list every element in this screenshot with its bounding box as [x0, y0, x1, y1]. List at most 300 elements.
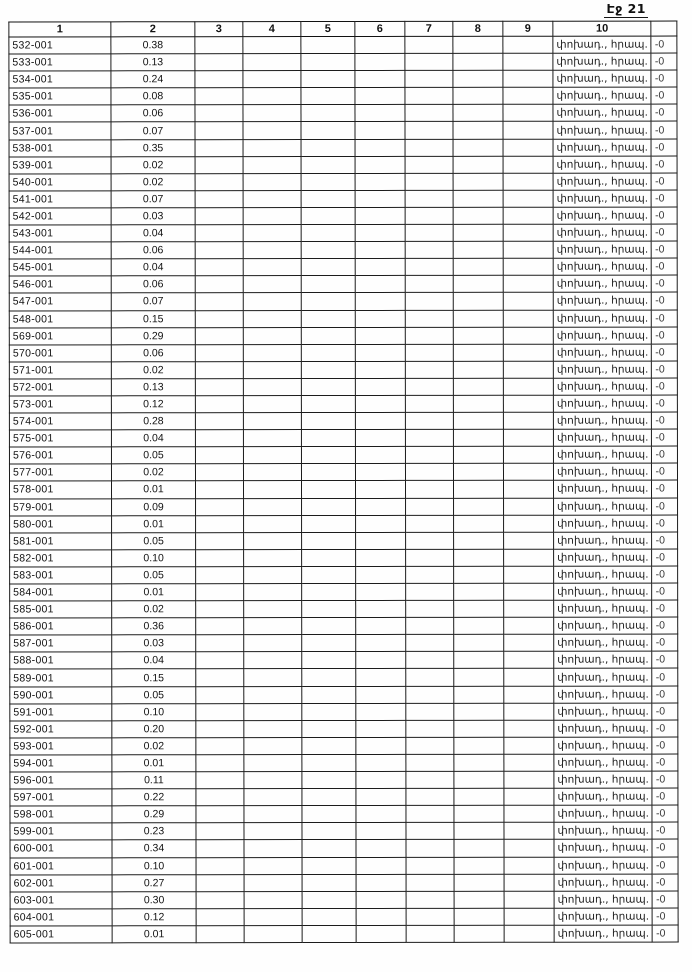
- cell-empty: [405, 105, 453, 122]
- cell-empty: [453, 105, 503, 122]
- cell-empty: [406, 891, 454, 908]
- cell-value: 0.35: [111, 139, 195, 156]
- cell-empty: [243, 447, 301, 464]
- cell-empty: [504, 703, 554, 720]
- cell-empty: [244, 686, 302, 703]
- cell-note: փոխադ., հրապ.: [554, 703, 653, 720]
- cell-value: 0.06: [111, 105, 195, 122]
- cell-empty: [405, 71, 453, 88]
- cell-empty: [406, 498, 454, 515]
- cell-id: 590-001: [10, 686, 112, 703]
- cell-empty: [356, 857, 406, 874]
- cell-empty: [301, 327, 355, 344]
- cell-value: 0.07: [111, 293, 195, 310]
- cell-empty: [503, 276, 553, 293]
- cell-empty: [302, 515, 356, 532]
- cell-empty: [244, 498, 302, 515]
- cell-id: 539-001: [9, 156, 111, 173]
- cell-empty: [243, 207, 301, 224]
- cell-empty: [244, 549, 302, 566]
- cell-empty: [504, 669, 554, 686]
- cell-empty: [405, 36, 453, 53]
- cell-value: 0.02: [111, 173, 195, 190]
- cell-empty: [356, 891, 406, 908]
- cell-empty: [243, 396, 301, 413]
- table-row: [10, 737, 679, 755]
- edge-mark: -0: [651, 87, 677, 104]
- cell-empty: [504, 515, 554, 532]
- cell-value: 0.13: [111, 54, 195, 71]
- cell-empty: [196, 908, 244, 925]
- cell-empty: [356, 806, 406, 823]
- cell-empty: [244, 652, 302, 669]
- cell-empty: [196, 515, 244, 532]
- table-row: [10, 754, 679, 772]
- cell-empty: [454, 686, 504, 703]
- table-row: [10, 908, 679, 926]
- cell-empty: [244, 754, 302, 771]
- cell-empty: [243, 156, 301, 173]
- cell-empty: [504, 908, 554, 925]
- table-row: [9, 87, 678, 105]
- cell-empty: [356, 771, 406, 788]
- cell-empty: [453, 395, 503, 412]
- cell-empty: [244, 840, 302, 857]
- cell-value: 0.15: [111, 310, 195, 327]
- cell-empty: [244, 908, 302, 925]
- cell-empty: [355, 430, 405, 447]
- cell-note: փոխադ., հրապ.: [554, 532, 653, 549]
- edge-mark: -0: [652, 139, 678, 156]
- cell-empty: [453, 173, 503, 190]
- cell-empty: [196, 532, 244, 549]
- cell-empty: [301, 173, 355, 190]
- table-row: [9, 70, 678, 88]
- cell-empty: [302, 549, 356, 566]
- cell-empty: [355, 481, 405, 498]
- cell-empty: [302, 908, 356, 925]
- table-row: [9, 275, 678, 293]
- cell-id: 577-001: [9, 464, 111, 481]
- table-row: [9, 327, 678, 345]
- cell-empty: [356, 925, 406, 942]
- cell-empty: [302, 857, 356, 874]
- cell-empty: [244, 891, 302, 908]
- table-row: [10, 669, 679, 687]
- cell-empty: [302, 806, 356, 823]
- edge-mark: -0: [652, 207, 678, 224]
- cell-empty: [244, 618, 302, 635]
- cell-empty: [243, 327, 301, 344]
- table-row: [9, 139, 678, 157]
- cell-empty: [405, 412, 453, 429]
- cell-note: փոխադ., հրապ.: [554, 908, 653, 925]
- column-header-10: 10: [553, 21, 652, 36]
- table-row: [9, 378, 678, 396]
- cell-empty: [406, 600, 454, 617]
- cell-empty: [355, 395, 405, 412]
- cell-empty: [453, 156, 503, 173]
- cell-empty: [196, 874, 244, 891]
- cell-value: 0.08: [111, 88, 195, 105]
- table-row: [9, 361, 678, 379]
- cell-empty: [195, 242, 243, 259]
- cell-empty: [405, 276, 453, 293]
- cell-empty: [503, 122, 553, 139]
- column-header-7: 7: [405, 21, 453, 36]
- cell-empty: [454, 908, 504, 925]
- cell-empty: [355, 447, 405, 464]
- cell-empty: [244, 601, 302, 618]
- cell-empty: [406, 549, 454, 566]
- table-row: [9, 344, 678, 362]
- cell-note: փոխադ., հրապ.: [553, 190, 652, 207]
- cell-empty: [243, 139, 301, 156]
- cell-empty: [302, 532, 356, 549]
- cell-empty: [356, 874, 406, 891]
- cell-empty: [355, 190, 405, 207]
- edge-mark: -0: [652, 703, 678, 720]
- cell-id: 596-001: [10, 772, 112, 789]
- table-row: [10, 703, 679, 721]
- edge-mark: -0: [652, 839, 678, 856]
- cell-empty: [503, 429, 553, 446]
- cell-value: 0.12: [111, 396, 195, 413]
- cell-id: 533-001: [9, 54, 111, 71]
- cell-empty: [195, 481, 243, 498]
- cell-empty: [454, 515, 504, 532]
- cell-id: 602-001: [10, 874, 112, 891]
- cell-empty: [504, 754, 554, 771]
- cell-empty: [453, 70, 503, 87]
- table-row: [9, 241, 678, 259]
- cell-empty: [503, 105, 553, 122]
- cell-empty: [196, 584, 244, 601]
- cell-value: 0.05: [112, 686, 196, 703]
- cell-empty: [195, 259, 243, 276]
- cell-empty: [301, 242, 355, 259]
- cell-note: փոխադ., հրապ.: [554, 600, 653, 617]
- cell-empty: [504, 583, 554, 600]
- cell-empty: [195, 413, 243, 430]
- edge-mark: -0: [652, 429, 678, 446]
- cell-empty: [302, 720, 356, 737]
- cell-empty: [356, 908, 406, 925]
- cell-empty: [355, 361, 405, 378]
- cell-empty: [243, 71, 301, 88]
- cell-empty: [302, 772, 356, 789]
- cell-empty: [453, 258, 503, 275]
- cell-note: փոխադ., հրապ.: [553, 463, 652, 480]
- table-row: [9, 463, 678, 481]
- edge-mark: -0: [652, 651, 678, 668]
- cell-note: փոխադ., հրապ.: [553, 446, 652, 463]
- cell-value: 0.04: [112, 652, 196, 669]
- cell-note: փոխադ., հրապ.: [554, 583, 653, 600]
- table-row: [10, 805, 679, 823]
- cell-empty: [302, 618, 356, 635]
- cell-empty: [243, 413, 301, 430]
- cell-empty: [355, 88, 405, 105]
- cell-empty: [504, 498, 554, 515]
- cell-empty: [243, 105, 301, 122]
- cell-empty: [196, 686, 244, 703]
- cell-empty: [406, 583, 454, 600]
- cell-note: փոխադ., հրապ.: [554, 651, 653, 668]
- cell-id: 569-001: [9, 327, 111, 344]
- cell-note: փոխադ., հրապ.: [553, 310, 652, 327]
- cell-id: 542-001: [9, 208, 111, 225]
- cell-empty: [504, 600, 554, 617]
- cell-empty: [244, 515, 302, 532]
- cell-empty: [454, 788, 504, 805]
- cell-value: 0.03: [111, 208, 195, 225]
- cell-empty: [243, 225, 301, 242]
- table-row: [10, 583, 679, 601]
- cell-value: 0.03: [112, 635, 196, 652]
- cell-empty: [454, 549, 504, 566]
- cell-value: 0.30: [112, 891, 196, 908]
- cell-empty: [195, 430, 243, 447]
- cell-empty: [196, 823, 244, 840]
- table-row: [9, 480, 678, 498]
- cell-empty: [454, 583, 504, 600]
- cell-empty: [503, 139, 553, 156]
- cell-empty: [406, 788, 454, 805]
- cell-note: փոխադ., հրապ.: [554, 686, 653, 703]
- cell-empty: [196, 549, 244, 566]
- cell-empty: [504, 925, 554, 942]
- cell-empty: [453, 293, 503, 310]
- edge-mark: -0: [652, 395, 678, 412]
- cell-empty: [243, 190, 301, 207]
- cell-empty: [302, 789, 356, 806]
- cell-empty: [355, 293, 405, 310]
- cell-value: 0.01: [112, 515, 196, 532]
- cell-empty: [195, 327, 243, 344]
- cell-empty: [453, 310, 503, 327]
- cell-note: փոխադ., հրապ.: [554, 805, 653, 822]
- cell-empty: [406, 737, 454, 754]
- cell-empty: [503, 464, 553, 481]
- cell-empty: [406, 771, 454, 788]
- cell-empty: [196, 891, 244, 908]
- cell-empty: [301, 276, 355, 293]
- cell-empty: [195, 361, 243, 378]
- cell-empty: [503, 36, 553, 53]
- cell-empty: [302, 635, 356, 652]
- cell-note: փոխադ., հրապ.: [553, 139, 652, 156]
- cell-empty: [454, 737, 504, 754]
- cell-empty: [503, 241, 553, 258]
- cell-empty: [503, 207, 553, 224]
- cell-empty: [301, 71, 355, 88]
- table-row: [10, 634, 679, 652]
- cell-empty: [302, 583, 356, 600]
- table-row: [9, 190, 678, 208]
- cell-empty: [453, 361, 503, 378]
- cell-empty: [356, 703, 406, 720]
- cell-empty: [406, 566, 454, 583]
- cell-empty: [453, 327, 503, 344]
- cell-value: 0.20: [112, 720, 196, 737]
- cell-id: 547-001: [9, 293, 111, 310]
- cell-id: 579-001: [10, 498, 112, 515]
- cell-empty: [301, 54, 355, 71]
- cell-id: 584-001: [10, 584, 112, 601]
- cell-empty: [302, 652, 356, 669]
- cell-note: փոխադ., հրապ.: [554, 891, 653, 908]
- cell-empty: [196, 498, 244, 515]
- cell-empty: [405, 207, 453, 224]
- cell-note: փոխադ., հրապ.: [553, 275, 652, 292]
- cell-empty: [406, 635, 454, 652]
- edge-mark: -0: [652, 498, 678, 515]
- cell-empty: [454, 754, 504, 771]
- cell-id: 587-001: [10, 635, 112, 652]
- cell-value: 0.23: [112, 823, 196, 840]
- cell-empty: [405, 259, 453, 276]
- cell-empty: [356, 549, 406, 566]
- cell-empty: [243, 173, 301, 190]
- edge-mark: -0: [653, 874, 679, 891]
- table-row: [9, 429, 678, 447]
- cell-empty: [301, 259, 355, 276]
- page-number-label: Էջ 21: [606, 1, 646, 16]
- cell-value: 0.04: [111, 225, 195, 242]
- cell-empty: [196, 720, 244, 737]
- cell-empty: [244, 857, 302, 874]
- cell-empty: [405, 241, 453, 258]
- cell-empty: [503, 87, 553, 104]
- edge-mark: -0: [651, 122, 677, 139]
- table-row: [9, 310, 678, 328]
- table-row: [10, 720, 679, 738]
- cell-note: փոխադ., հրապ.: [554, 754, 653, 771]
- cell-id: 573-001: [9, 396, 111, 413]
- cell-empty: [196, 618, 244, 635]
- cell-empty: [504, 788, 554, 805]
- cell-id: 534-001: [9, 71, 111, 88]
- table-row: [10, 822, 679, 840]
- cell-value: 0.15: [112, 669, 196, 686]
- edge-mark: -0: [652, 617, 678, 634]
- cell-empty: [453, 241, 503, 258]
- cell-empty: [243, 122, 301, 139]
- cell-value: 0.01: [112, 755, 196, 772]
- cell-value: 0.07: [111, 122, 195, 139]
- cell-empty: [405, 88, 453, 105]
- cell-id: 597-001: [10, 789, 112, 806]
- cell-empty: [243, 276, 301, 293]
- cell-note: փոխադ., հրապ.: [553, 429, 652, 446]
- cell-value: 0.01: [112, 926, 196, 943]
- table-row: [10, 566, 679, 584]
- cell-note: փոխադ., հրապ.: [553, 104, 652, 121]
- cell-note: փոխադ., հրապ.: [554, 498, 653, 515]
- cell-empty: [302, 891, 356, 908]
- table-row: [9, 104, 678, 122]
- cell-empty: [355, 71, 405, 88]
- cell-empty: [244, 823, 302, 840]
- cell-empty: [195, 379, 243, 396]
- cell-value: 0.01: [112, 584, 196, 601]
- cell-empty: [504, 686, 554, 703]
- cell-empty: [406, 908, 454, 925]
- cell-empty: [243, 378, 301, 395]
- cell-value: 0.10: [112, 703, 196, 720]
- cell-empty: [406, 532, 454, 549]
- column-header-2: 2: [111, 22, 195, 37]
- cell-empty: [453, 447, 503, 464]
- cell-empty: [356, 823, 406, 840]
- cell-empty: [301, 361, 355, 378]
- cell-empty: [454, 669, 504, 686]
- cell-id: 574-001: [9, 413, 111, 430]
- cell-empty: [406, 703, 454, 720]
- cell-empty: [454, 925, 504, 942]
- cell-empty: [504, 549, 554, 566]
- cell-empty: [453, 412, 503, 429]
- column-header-8: 8: [453, 21, 503, 36]
- cell-empty: [504, 805, 554, 822]
- cell-id: 532-001: [9, 37, 111, 54]
- edge-mark: -0: [652, 737, 678, 754]
- cell-empty: [244, 925, 302, 942]
- cell-note: փոխադ., հրապ.: [553, 224, 652, 241]
- edge-mark: -0: [651, 53, 677, 70]
- table-row: [10, 532, 679, 550]
- cell-empty: [302, 840, 356, 857]
- cell-id: 589-001: [10, 669, 112, 686]
- cell-empty: [503, 53, 553, 70]
- cell-empty: [405, 224, 453, 241]
- cell-id: 600-001: [10, 840, 112, 857]
- cell-empty: [356, 720, 406, 737]
- cell-note: փոխադ., հրապ.: [553, 344, 652, 361]
- cell-empty: [406, 720, 454, 737]
- cell-empty: [195, 276, 243, 293]
- table-row: [9, 36, 678, 54]
- cell-empty: [504, 566, 554, 583]
- edge-mark: -0: [652, 258, 678, 275]
- cell-empty: [301, 378, 355, 395]
- cell-empty: [503, 70, 553, 87]
- cell-empty: [453, 122, 503, 139]
- table-row: [10, 600, 679, 618]
- cell-empty: [453, 88, 503, 105]
- cell-empty: [503, 378, 553, 395]
- table-row: [10, 874, 679, 892]
- cell-empty: [356, 635, 406, 652]
- cell-empty: [196, 635, 244, 652]
- cell-empty: [503, 327, 553, 344]
- cell-empty: [195, 447, 243, 464]
- cell-empty: [195, 173, 243, 190]
- cell-empty: [356, 686, 406, 703]
- cell-value: 0.04: [111, 259, 195, 276]
- cell-empty: [453, 481, 503, 498]
- cell-empty: [195, 464, 243, 481]
- cell-note: փոխադ., հրապ.: [553, 378, 652, 395]
- cell-empty: [195, 396, 243, 413]
- cell-empty: [503, 173, 553, 190]
- cell-empty: [355, 412, 405, 429]
- cell-empty: [244, 532, 302, 549]
- cell-empty: [355, 344, 405, 361]
- cell-empty: [405, 173, 453, 190]
- cell-id: 543-001: [9, 225, 111, 242]
